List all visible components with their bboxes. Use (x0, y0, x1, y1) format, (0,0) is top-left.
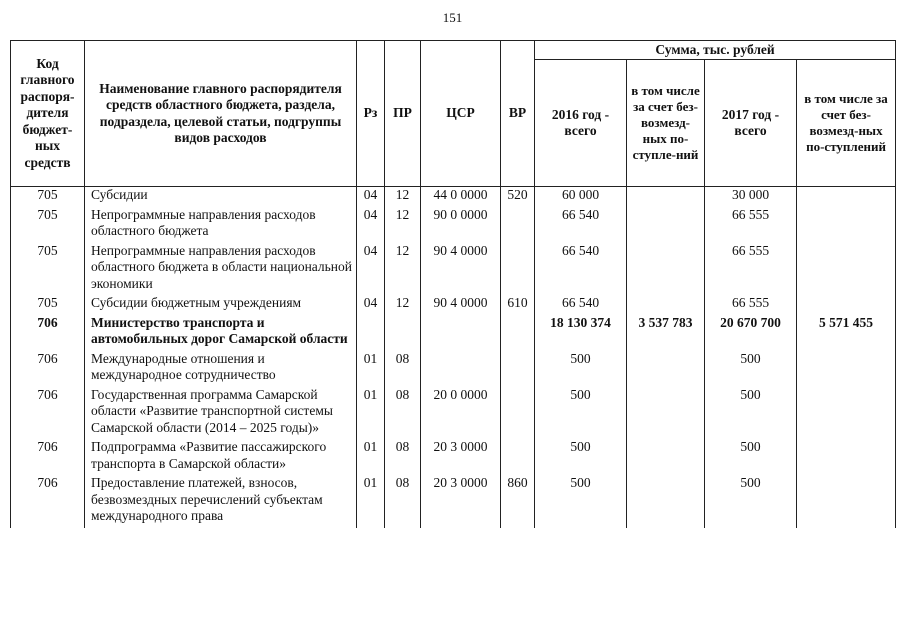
cell-csr (421, 315, 501, 351)
cell-vr (501, 439, 535, 475)
cell-2016-sub (627, 295, 705, 315)
cell-name: Государственная программа Самарской области «Развитие транспортной системы Самарской области (2014 – 2025 годы)» (85, 387, 357, 440)
cell-2017-total: 500 (705, 475, 797, 528)
cell-code: 706 (11, 475, 85, 528)
cell-rz: 01 (357, 439, 385, 475)
cell-2017-sub (797, 475, 896, 528)
cell-2016-total: 500 (535, 351, 627, 387)
cell-2017-sub (797, 387, 896, 440)
cell-code: 705 (11, 207, 85, 243)
cell-name: Непрограммные направления расходов областного бюджета в области национальной экономики (85, 243, 357, 296)
page-number: 151 (442, 10, 463, 25)
cell-2016-sub: 3 537 783 (627, 315, 705, 351)
cell-pr: 08 (385, 439, 421, 475)
table-row (11, 475, 896, 528)
cell-2017-sub (797, 207, 896, 243)
table-row (11, 439, 896, 475)
cell-csr: 44 0 0000 (421, 187, 501, 207)
header-2017-sub: в том числе за счет без-возмезд-ных по-ступлений (797, 60, 896, 187)
cell-csr: 90 4 0000 (421, 243, 501, 296)
cell-2016-total: 18 130 374 (535, 315, 627, 351)
cell-2016-sub (627, 187, 705, 207)
cell-csr (421, 351, 501, 387)
cell-2016-total: 500 (535, 439, 627, 475)
cell-code: 706 (11, 315, 85, 351)
header-2016-sub: в том числе за счет без-возмезд-ных по-ступле-ний (627, 60, 705, 187)
header-vr: ВР (501, 41, 535, 187)
cell-vr (501, 207, 535, 243)
cell-2017-sub (797, 351, 896, 387)
cell-2016-total: 66 540 (535, 207, 627, 243)
cell-pr: 12 (385, 295, 421, 315)
cell-2016-sub (627, 475, 705, 528)
cell-2017-total: 66 555 (705, 295, 797, 315)
table-row (11, 187, 896, 207)
cell-2016-total: 66 540 (535, 243, 627, 296)
cell-2016-sub (627, 439, 705, 475)
cell-2016-sub (627, 387, 705, 440)
cell-csr: 20 3 0000 (421, 439, 501, 475)
table-row (11, 351, 896, 387)
cell-name: Предоставление платежей, взносов, безвозмездных перечислений субъектам международного права (85, 475, 357, 528)
header-rz: Рз (357, 41, 385, 187)
table-row (11, 315, 896, 351)
cell-code: 705 (11, 243, 85, 296)
cell-pr (385, 315, 421, 351)
cell-code: 705 (11, 187, 85, 207)
cell-2017-total: 500 (705, 439, 797, 475)
cell-code: 706 (11, 439, 85, 475)
cell-code: 705 (11, 295, 85, 315)
cell-2017-sub: 5 571 455 (797, 315, 896, 351)
cell-vr (501, 351, 535, 387)
cell-rz: 01 (357, 387, 385, 440)
table-row (11, 243, 896, 296)
cell-name: Международные отношения и международное сотрудничество (85, 351, 357, 387)
cell-2016-total: 60 000 (535, 187, 627, 207)
cell-rz: 01 (357, 475, 385, 528)
cell-2016-total: 66 540 (535, 295, 627, 315)
cell-2016-total: 500 (535, 475, 627, 528)
cell-2017-total: 66 555 (705, 243, 797, 296)
cell-name: Непрограммные направления расходов областного бюджета (85, 207, 357, 243)
cell-csr: 20 3 0000 (421, 475, 501, 528)
header-name: Наименование главного распорядителя средств областного бюджета, раздела, подраздела, целевой статьи, подгруппы видов расходов (85, 41, 357, 187)
cell-pr: 08 (385, 351, 421, 387)
cell-2016-total: 500 (535, 387, 627, 440)
cell-vr: 520 (501, 187, 535, 207)
budget-table (10, 40, 896, 528)
header-code: Код главного распоря-дителя бюджет-ных средств (11, 41, 85, 187)
cell-csr: 20 0 0000 (421, 387, 501, 440)
cell-2017-total: 500 (705, 387, 797, 440)
cell-pr: 08 (385, 387, 421, 440)
table-body (11, 187, 896, 528)
cell-name: Субсидии бюджетным учреждениям (85, 295, 357, 315)
table-header (11, 41, 896, 187)
cell-rz: 04 (357, 243, 385, 296)
cell-csr: 90 0 0000 (421, 207, 501, 243)
cell-pr: 12 (385, 187, 421, 207)
cell-pr: 12 (385, 207, 421, 243)
cell-2017-total: 20 670 700 (705, 315, 797, 351)
cell-name: Министерство транспорта и автомобильных дорог Самарской области (85, 315, 357, 351)
cell-rz: 04 (357, 187, 385, 207)
cell-vr (501, 387, 535, 440)
cell-vr (501, 315, 535, 351)
cell-2016-sub (627, 243, 705, 296)
header-2016-total: 2016 год - всего (535, 60, 627, 187)
header-sum-group: Сумма, тыс. рублей (535, 41, 896, 60)
cell-name: Подпрограмма «Развитие пассажирского транспорта в Самарской области» (85, 439, 357, 475)
cell-2017-sub (797, 439, 896, 475)
cell-rz (357, 315, 385, 351)
cell-pr: 12 (385, 243, 421, 296)
cell-2017-total: 500 (705, 351, 797, 387)
cell-pr: 08 (385, 475, 421, 528)
cell-2017-total: 66 555 (705, 207, 797, 243)
cell-2017-sub (797, 187, 896, 207)
cell-rz: 04 (357, 207, 385, 243)
cell-2016-sub (627, 351, 705, 387)
cell-vr: 610 (501, 295, 535, 315)
cell-2017-total: 30 000 (705, 187, 797, 207)
cell-rz: 04 (357, 295, 385, 315)
cell-csr: 90 4 0000 (421, 295, 501, 315)
header-csr: ЦСР (421, 41, 501, 187)
cell-name: Субсидии (85, 187, 357, 207)
header-pr: ПР (385, 41, 421, 187)
table-row (11, 207, 896, 243)
table-row (11, 387, 896, 440)
cell-vr (501, 243, 535, 296)
cell-2017-sub (797, 243, 896, 296)
table-row (11, 295, 896, 315)
cell-2016-sub (627, 207, 705, 243)
cell-code: 706 (11, 387, 85, 440)
header-2017-total: 2017 год - всего (705, 60, 797, 187)
cell-2017-sub (797, 295, 896, 315)
cell-rz: 01 (357, 351, 385, 387)
cell-code: 706 (11, 351, 85, 387)
cell-vr: 860 (501, 475, 535, 528)
